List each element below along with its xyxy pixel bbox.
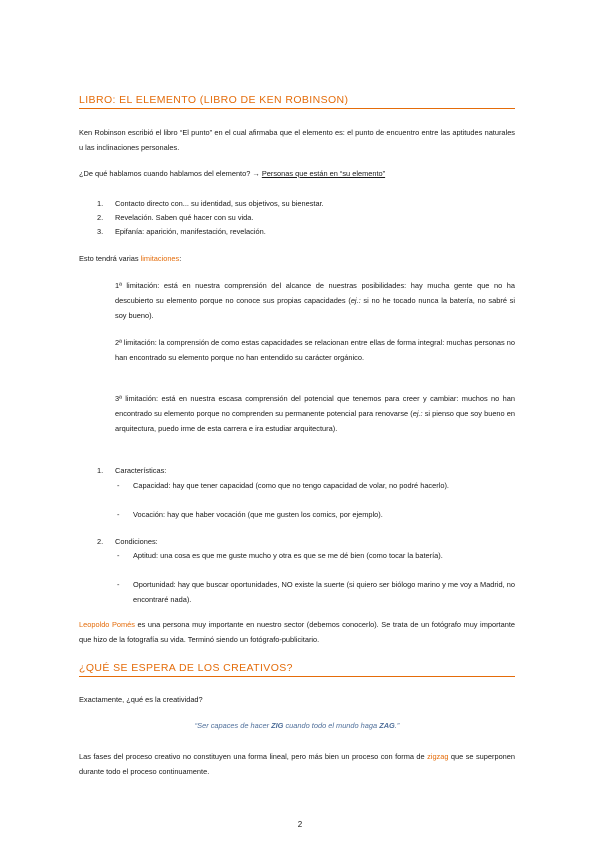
limitation-3-example-tag: ej.: [412,409,423,418]
quote-part: “Ser capaces de hacer [194,721,272,730]
zigzag-highlight: zigzag [427,752,449,761]
bullet-dash: - [117,510,120,519]
bullet-dash: - [117,481,120,490]
intro-paragraph: Ken Robinson escribió el libro “El punto” en el cual afirmaba que el elemento es: el punto de encuentro entre las aptitudes naturales u las inclinaciones personales. [79,128,515,152]
section-heading-libro: LIBRO: EL ELEMENTO (LIBRO DE KEN ROBINSON) [79,94,515,109]
quote-zag: ZAG [379,721,395,730]
condiciones-title: Condiciones: [115,537,158,546]
page-number: 2 [297,820,303,829]
limitation-3 [115,391,515,436]
limitation-2: 2ª limitación: la comprensión de como estas capacidades se relacionan entre ellas de forma integral: muchas personas no han encontrado su elemento porque no han entendido su carácter orgánico. [115,338,515,362]
limitation-1-example-tag: ej.: [350,296,361,305]
list-number: 2. [97,213,104,222]
section-heading-creativos: ¿QUÉ SE ESPERA DE LOS CREATIVOS? [79,662,515,677]
list-number: 3. [97,227,104,236]
limitations-prefix: Esto tendrá varias [79,254,141,263]
question-answer: Personas que están en “su elemento” [261,169,386,178]
caracteristicas-item: Vocación: hay que haber vocación (que me gusten los comics, por ejemplo). [133,510,383,519]
bullet-dash: - [117,580,120,589]
phases-suffix: que se superponen durante todo el proceso continuamente. [79,752,516,776]
limitation-1 [115,278,515,323]
quote-part: cuando todo el mundo haga [283,721,380,730]
condiciones-number: 2. [97,537,104,546]
quote-part: .” [394,721,400,730]
list-item: Revelación. Saben qué hacer con su vida. [115,213,254,222]
list-number: 1. [97,199,104,208]
limitation-1-example: si no he tocado nunca la batería, no sabré si soy bueno). [115,296,515,320]
phases-text: Las fases del proceso creativo no constituyen una forma lineal, pero más bien un proceso con forma de [79,752,428,761]
list-item: Contacto directo con... su identidad, sus objetivos, su bienestar. [115,199,324,208]
pomes-text: es una persona muy importante en nuestro sector (debemos conocerlo). Se trata de un fotógrafo muy importante que hizo de la fotografía su vida. Terminó siendo un fotógrafo-publicitario. [79,620,515,644]
zigzag-quote [79,721,515,730]
quote-zig: ZIG [271,721,284,730]
limitation-3-example: si pienso que soy bueno en arquitectura, puedo irme de esta carrera e ira estudiar arquitectura). [115,409,515,433]
list-item: Epifanía: aparición, manifestación, revelación. [115,227,266,236]
pomes-name: Leopoldo Pomés [79,620,135,629]
caracteristicas-number: 1. [97,466,104,475]
bullet-dash: - [117,551,120,560]
limitations-intro [79,251,515,266]
limitations-suffix: : [179,254,182,263]
caracteristicas-title: Características: [115,466,167,475]
limitation-3-text: 3ª limitación: está en nuestra escasa comprensión del potencial que tenemos para creer y cambiar: muchos no han encontrado su elemento porque no comprenden su permanente potencial para renovarse ( [115,394,515,418]
limitation-1-text: 1ª limitación: está en nuestra comprensión del alcance de nuestras posibilidades: hay mucha gente que no ha descubierto su elemento porque no conoce sus propias capacidades ( [115,281,515,305]
caracteristicas-item: Capacidad: hay que tener capacidad (como que no tengo capacidad de volar, no podré hacerlo). [133,481,449,490]
limitations-highlight: limitaciones [140,254,180,263]
question-prefix: ¿De qué hablamos cuando hablamos del elemento? → [79,169,262,178]
condiciones-item: Oportunidad: hay que buscar oportunidades, NO existe la suerte (si quiero ser biólogo marino y me voy a Madrid, no encontraré nada). [133,580,515,604]
pomes-paragraph [79,617,515,647]
question-paragraph [79,166,515,181]
condiciones-item: Aptitud: una cosa es que me guste mucho y otra es que se me dé bien (como tocar la batería). [133,551,443,560]
creativity-question: Exactamente, ¿qué es la creatividad? [79,695,203,704]
phases-paragraph [79,749,515,779]
